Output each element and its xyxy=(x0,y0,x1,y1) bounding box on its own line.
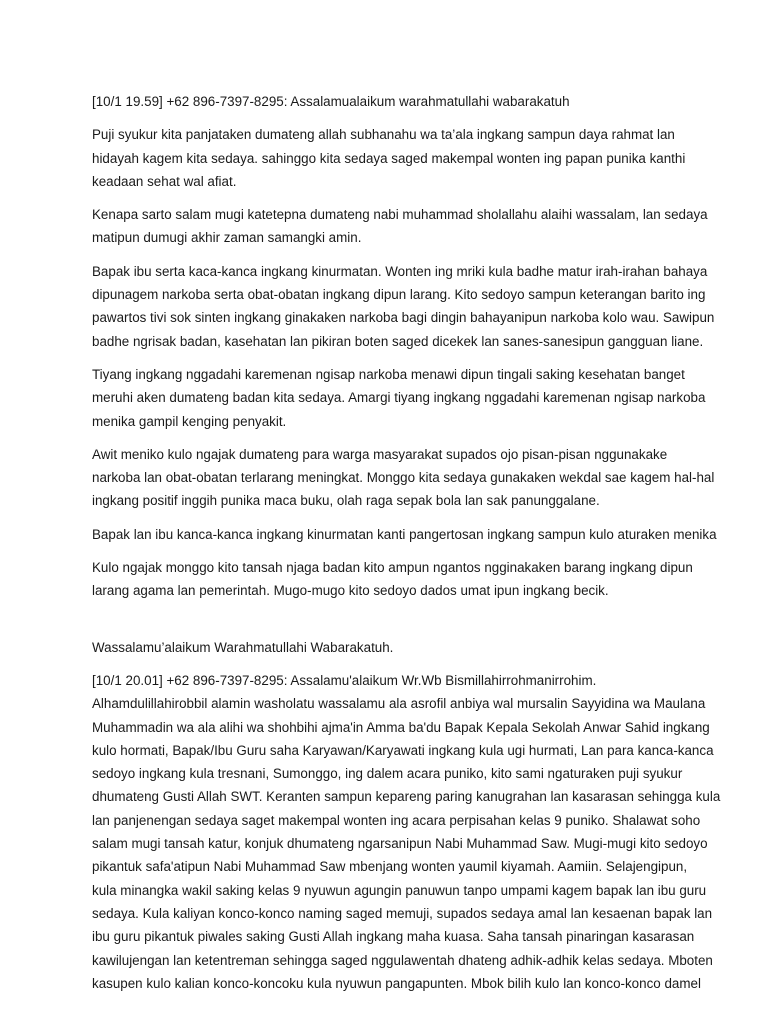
text-line: kawilujengan lan ketentreman sehingga saged nggulawentah dhateng adhik-adhik kelas sedaya. Mboten xyxy=(92,952,713,968)
text-line: sedaya. Kula kaliyan konco-konco naming saged memuji, supados sedaya amal lan kesaenan bapak lan xyxy=(92,905,713,921)
paragraph-health-effects xyxy=(92,363,706,433)
text-line: Alhamdulillahirobbil alamin washolatu wassalamu ala asrofil anbiya wal mursalin Sayyidina wa Maulana xyxy=(92,696,706,712)
text-line: kula minangka wakil saking kelas 9 nyuwun agungin panuwun tanpo umpami kagem bapak lan ibu guru xyxy=(92,882,707,898)
text-line: pawartos tivi sok sinten ingkang ginakaken narkoba bagi dingin bahayanipun narkoba kolo wau. Sawipun xyxy=(92,310,715,326)
text-line: meruhi aken dumateng badan kita sedaya. Amargi tiyang ingkang nggadahi karemenan ngisap narkoba xyxy=(92,390,706,406)
text-line: ibu guru pikantuk piwales saking Gusti Allah ingkang maha kuasa. Saha tansah pinaringan kasarasan xyxy=(92,929,695,945)
document-page xyxy=(92,90,721,1005)
text-line: Muhammadin wa ala alihi wa shohbihi ajma'in Amma ba'du Bapak Kepala Sekolah Anwar Sahid ingkang xyxy=(92,719,710,735)
text-line: Kenapa sarto salam mugi katetepna dumateng nabi muhammad sholallahu alaihi wassalam, lan sedaya xyxy=(92,207,708,223)
text-line: ingkang positif inggih punika maca buku, olah raga sepak bola lan sak panunggalane. xyxy=(92,493,600,509)
blank-line xyxy=(92,613,690,636)
text-line: hidayah kagem kita sedaya. sahinggo kita sedaya saged makempal wonten ing papan punika kanthi xyxy=(92,150,686,166)
paragraph-invitation xyxy=(92,443,715,513)
text-line: [10/1 19.59] +62 896-7397-8295: Assalamualaikum warahmatullahi wabarakatuh xyxy=(92,94,570,109)
paragraph-gratitude xyxy=(92,123,690,193)
text-line: [10/1 20.01] +62 896-7397-8295: Assalamu'alaikum Wr.Wb Bismillahirrohmanirrohim. xyxy=(92,672,597,688)
paragraph-closing-greeting xyxy=(92,636,690,659)
text-line: dipunagem narkoba serta obat-obatan ingkang dipun larang. Kito sedoyo sampun keterangan barito ing xyxy=(92,287,706,303)
paragraph-second-message xyxy=(92,669,721,995)
text-line: kasupen kulo kalian konco-koncoku kula nyuwun pangapunten. Mbok bilih kulo lan konco-konco damel xyxy=(92,975,701,991)
text-line: larang agama lan pemerintah. Mugo-mugo kito sedoyo dados umat ipun ingkang becik. xyxy=(92,583,609,599)
text-line: sedoyo ingkang kula tresnani, Sumonggo, ing dalem acara puniko, kito sami ngaturaken puji syukur xyxy=(92,766,683,782)
text-line: Tiyang ingkang nggadahi karemenan ngisap narkoba menawi dipun tingali saking kesehatan banget xyxy=(92,366,685,382)
text-line: narkoba lan obat-obatan terlarang meningkat. Monggo kita sedaya gunakaken wekdal sae kagem hal-hal xyxy=(92,470,715,486)
text-line: Wassalamu’alaikum Warahmatullahi Wabarakatuh. xyxy=(92,639,394,655)
text-line: lan panjenengan sedaya saget makempal wonten ing acara perpisahan kelas 9 puniko. Shalawat soho xyxy=(92,812,701,828)
text-line: kulo hormati, Bapak/Ibu Guru saha Karyawan/Karyawati ingkang kula ugi hurmati, Lan para kanca-kanca xyxy=(92,742,714,758)
text-line: dhumateng Gusti Allah SWT. Keranten sampun kepareng paring kanugrahan lan kasarasan sehingga kula xyxy=(92,789,721,805)
text-line: menika gampil kenging penyakit. xyxy=(92,413,287,429)
text-line: Bapak lan ibu kanca-kanca ingkang kinurmatan kanti pangertosan ingkang sampun kulo aturaken menika xyxy=(92,526,717,542)
text-line: matipun dumugi akhir zaman samangki amin. xyxy=(92,230,362,246)
text-line: badhe ngrisak badan, kasehatan lan pikiran boten saged dicekek lan sanes-sanesipun gangguan liane. xyxy=(92,333,704,349)
text-line: Bapak ibu serta kaca-kanca ingkang kinurmatan. Wonten ing mriki kula badhe matur irah-irahan bahaya xyxy=(92,263,708,279)
paragraph-greeting-header xyxy=(92,90,690,113)
paragraph-salawat xyxy=(92,203,708,250)
text-line: Awit meniko kulo ngajak dumateng para warga masyarakat supados ojo pisan-pisan nggunakake xyxy=(92,446,668,462)
text-line: Kulo ngajak monggo kito tansah njaga badan kito ampun ngantos ngginakaken barang ingkang dipun xyxy=(92,560,693,576)
paragraph-narcotics-danger xyxy=(92,260,715,353)
text-line: Puji syukur kita panjataken dumateng allah subhanahu wa ta’ala ingkang sampun daya rahmat lan xyxy=(92,127,675,143)
text-line: salam mugi tansah katur, konjuk dhumateng ngarsanipun Nabi Muhammad Saw. Mugi-mugi kito sedoyo xyxy=(92,836,708,852)
paragraph-respect xyxy=(92,523,717,546)
paragraph-closing-advice xyxy=(92,556,693,603)
text-line: pikantuk safa'atipun Nabi Muhammad Saw mbenjang wonten yaumil kiyamah. Aamiin. Selajengipun, xyxy=(92,859,688,875)
text-line: keadaan sehat wal afiat. xyxy=(92,173,237,189)
